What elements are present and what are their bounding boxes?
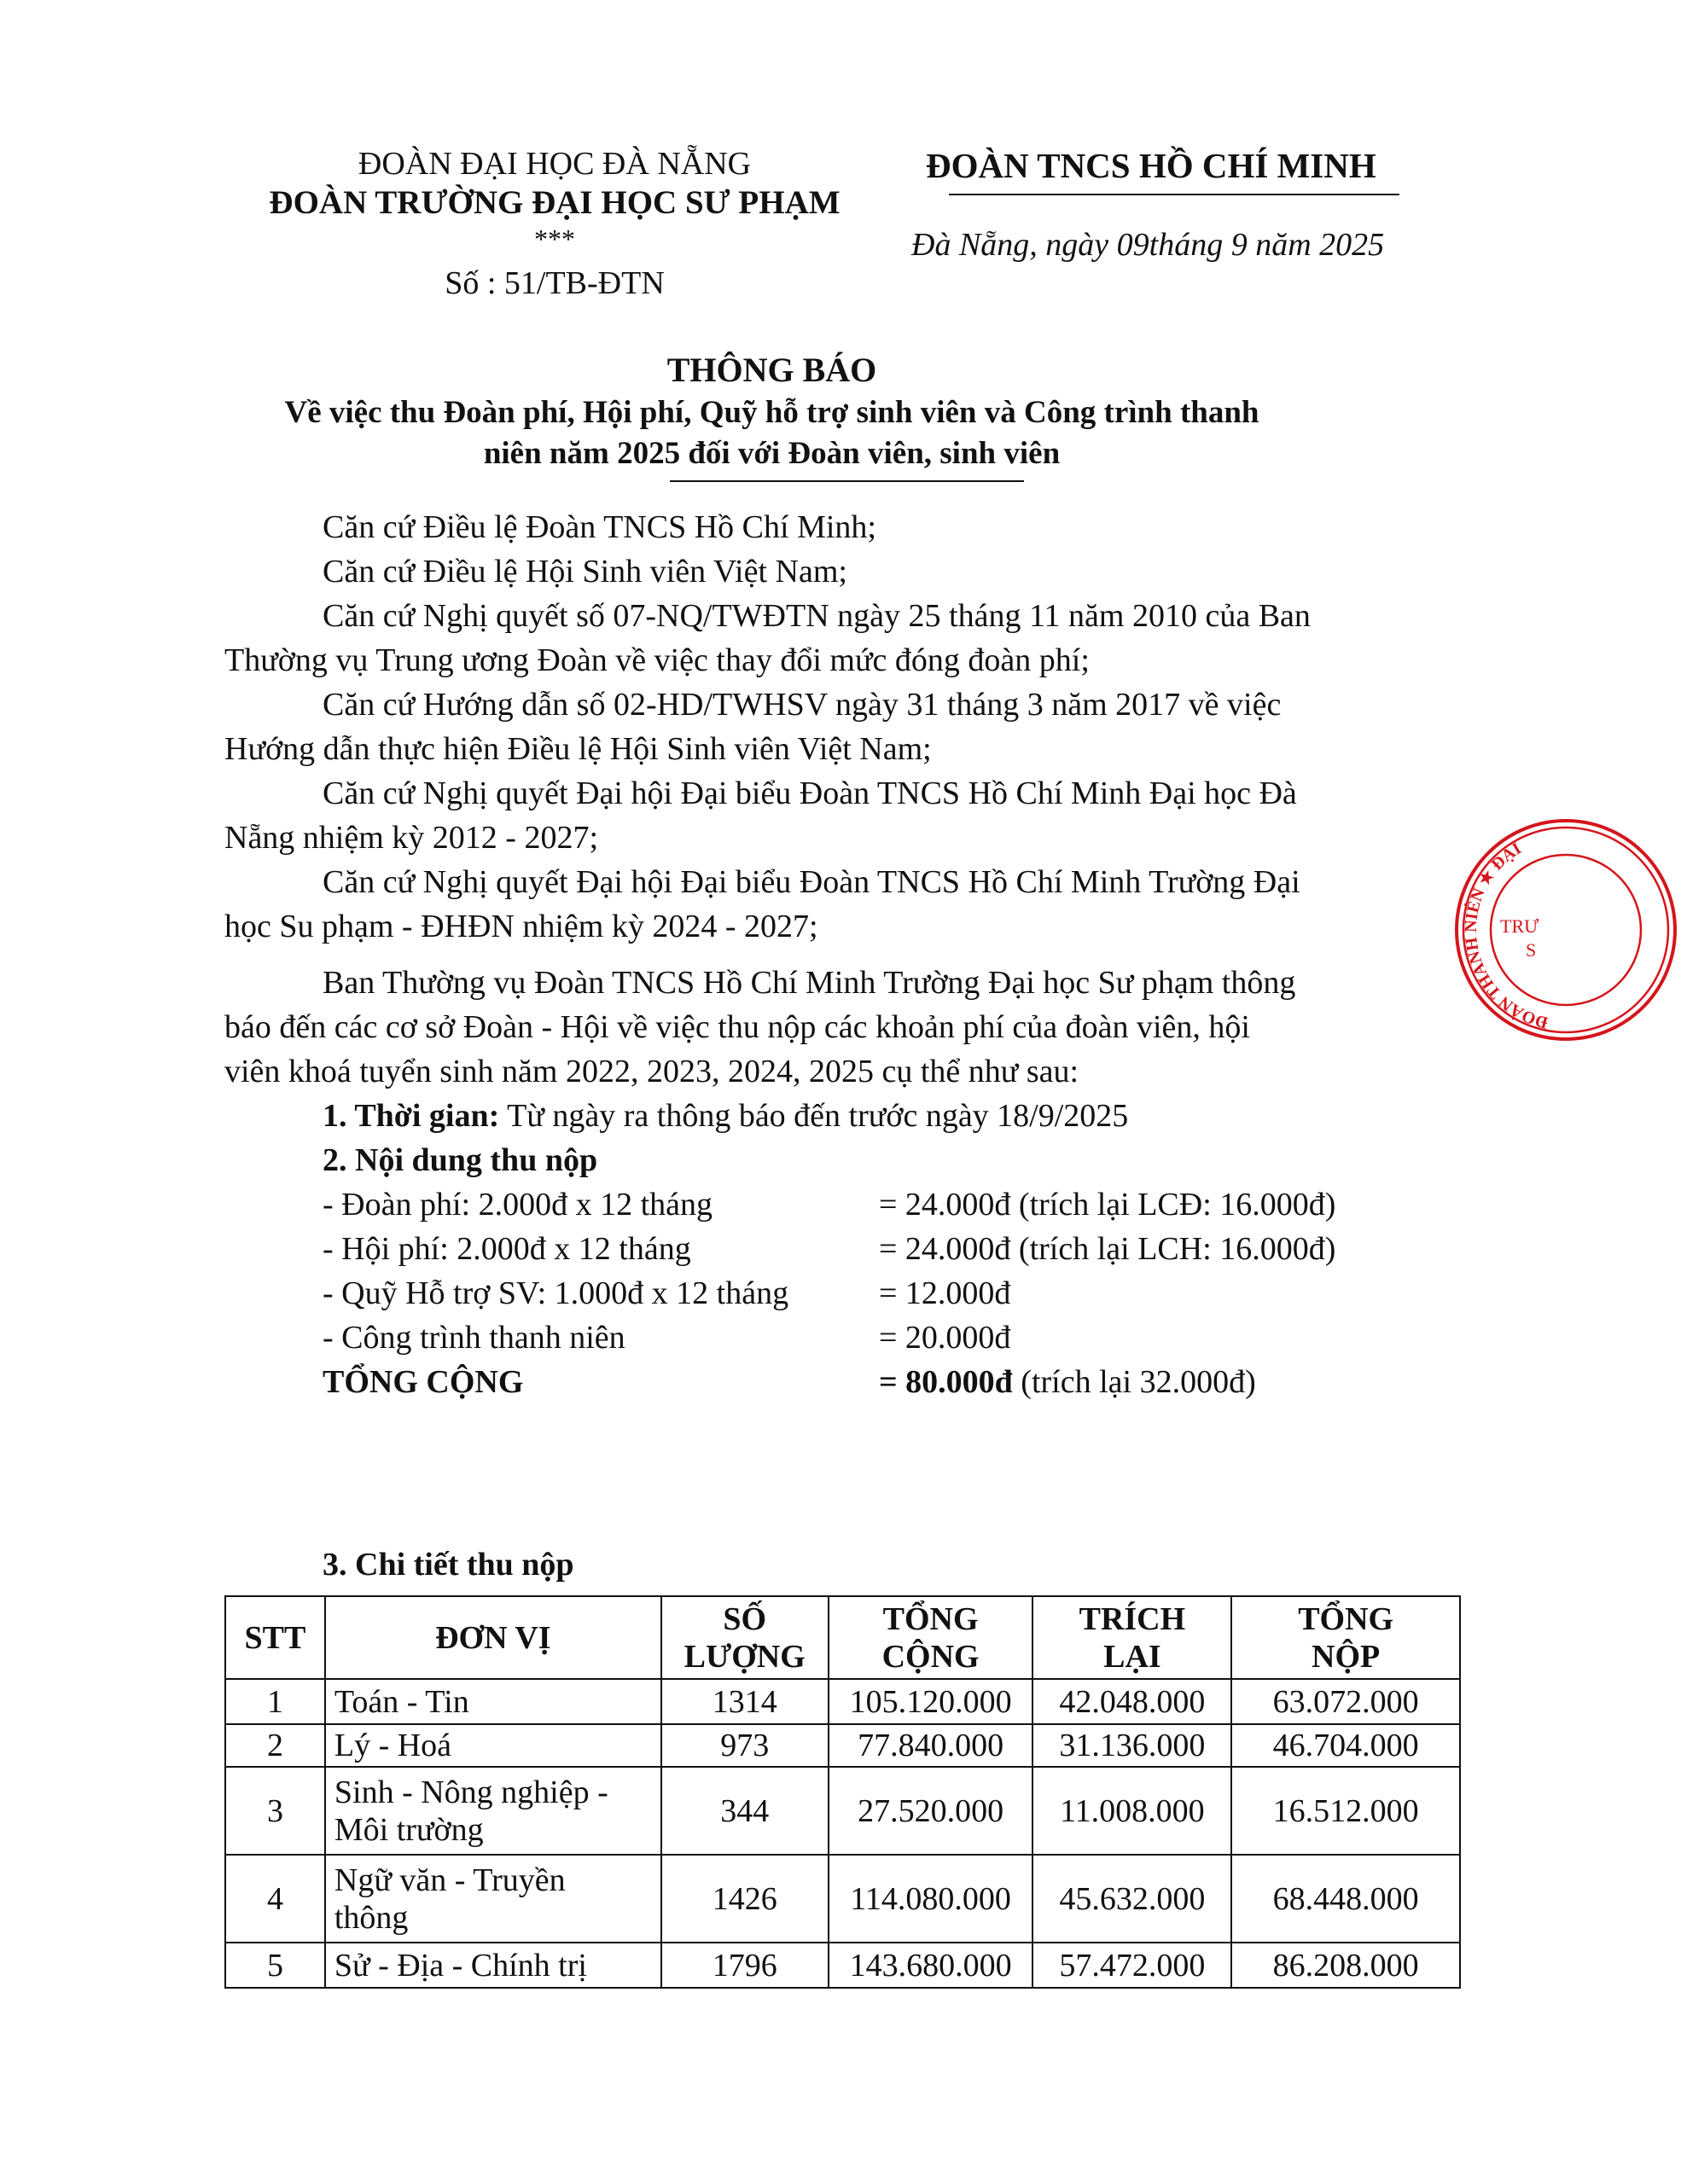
section-time-text: Từ ngày ra thông báo đến trước ngày 18/9/2025 — [499, 1098, 1129, 1134]
total-note: (trích lại 32.000đ) — [1012, 1364, 1256, 1400]
col-header-total: TỔNG CỘNG — [829, 1596, 1033, 1679]
total-amount: = 80.000đ — [879, 1364, 1013, 1400]
cell-stt: 4 — [225, 1855, 325, 1943]
cell-total: 143.680.000 — [829, 1943, 1033, 1988]
union-name-underline — [949, 194, 1399, 195]
cell-submit: 63.072.000 — [1231, 1679, 1460, 1724]
cell-unit: Sử - Địa - Chính trị — [325, 1943, 661, 1988]
place-date: Đà Nẵng, ngày 09tháng 9 năm 2025 — [911, 227, 1385, 263]
cell-retained: 42.048.000 — [1032, 1679, 1231, 1724]
basis-4-cont: Hướng dẫn thực hiện Điều lệ Hội Sinh viên Việt Nam; — [224, 731, 932, 767]
col-header-count: SỐ LƯỢNG — [661, 1596, 829, 1679]
intro-line1: Ban Thường vụ Đoàn TNCS Hồ Chí Minh Trường Đại học Sư phạm thông — [323, 965, 1296, 1001]
cell-stt: 3 — [225, 1767, 325, 1855]
cell-retained: 31.136.000 — [1032, 1724, 1231, 1767]
col-header-stt: STT — [225, 1596, 325, 1679]
basis-5-cont: Nẵng nhiệm kỳ 2012 - 2027; — [224, 820, 599, 856]
basis-2: Căn cứ Điều lệ Hội Sinh viên Việt Nam; — [323, 554, 847, 590]
basis-5: Căn cứ Nghị quyết Đại hội Đại biểu Đoàn TNCS Hồ Chí Minh Đại học Đà — [323, 775, 1297, 811]
cell-stt: 5 — [225, 1943, 325, 1988]
col-header-retained: TRÍCH LẠI — [1032, 1596, 1231, 1679]
fee-item-name: - Đoàn phí: 2.000đ x 12 tháng — [323, 1187, 713, 1223]
notice-heading: THÔNG BÁO — [666, 351, 877, 389]
total-label: TỔNG CỘNG — [323, 1364, 524, 1400]
fee-item-amount: = 20.000đ — [879, 1320, 1011, 1356]
cell-stt: 2 — [225, 1724, 325, 1767]
fee-item-name: - Hội phí: 2.000đ x 12 tháng — [323, 1231, 691, 1267]
cell-submit: 68.448.000 — [1231, 1855, 1460, 1943]
section-content-label: 2. Nội dung thu nộp — [323, 1142, 598, 1178]
section-time-label: 1. Thời gian: — [323, 1098, 500, 1134]
cell-count: 344 — [661, 1767, 829, 1855]
cell-retained: 45.632.000 — [1032, 1855, 1231, 1943]
cell-count: 1796 — [661, 1943, 829, 1988]
table-row — [225, 1855, 1460, 1943]
basis-3-cont: Thường vụ Trung ương Đoàn về việc thay đổi mức đóng đoàn phí; — [224, 642, 1090, 678]
stamp-seal-icon — [1451, 815, 1681, 1045]
notice-subtitle-line1: Về việc thu Đoàn phí, Hội phí, Quỹ hỗ trợ sinh viên và Công trình thanh — [284, 395, 1259, 430]
basis-4: Căn cứ Hướng dẫn số 02-HD/TWHSV ngày 31 tháng 3 năm 2017 về việc — [323, 687, 1282, 723]
cell-count: 1426 — [661, 1855, 829, 1943]
cell-total: 105.120.000 — [829, 1679, 1033, 1724]
svg-text:TRƯ: TRƯ — [1500, 915, 1539, 937]
cell-unit: Sinh - Nông nghiệp - Môi trường — [325, 1767, 661, 1855]
cell-unit: Lý - Hoá — [325, 1724, 661, 1767]
cell-submit: 46.704.000 — [1231, 1724, 1460, 1767]
fee-item-amount: = 24.000đ (trích lại LCĐ: 16.000đ) — [879, 1187, 1336, 1223]
cell-count: 973 — [661, 1724, 829, 1767]
cell-unit: Toán - Tin — [325, 1679, 661, 1724]
fee-item-amount: = 24.000đ (trích lại LCH: 16.000đ) — [879, 1231, 1336, 1267]
basis-1: Căn cứ Điều lệ Đoàn TNCS Hồ Chí Minh; — [323, 509, 876, 545]
svg-text:S: S — [1526, 939, 1537, 961]
cell-submit: 86.208.000 — [1231, 1943, 1460, 1988]
cell-unit: Ngữ văn - Truyền thông — [325, 1855, 661, 1943]
cell-submit: 16.512.000 — [1231, 1767, 1460, 1855]
table-header-row — [225, 1596, 1460, 1679]
fee-item-amount: = 12.000đ — [879, 1275, 1011, 1311]
notice-subtitle-line2: niên năm 2025 đối với Đoàn viên, sinh viên — [483, 436, 1061, 471]
fee-item-name: - Quỹ Hỗ trợ SV: 1.000đ x 12 tháng — [323, 1275, 789, 1311]
basis-3: Căn cứ Nghị quyết số 07-NQ/TWĐTN ngày 25 tháng 11 năm 2010 của Ban — [323, 598, 1311, 634]
title-underline — [670, 480, 1024, 482]
union-name: ĐOÀN TNCS HỒ CHÍ MINH — [926, 146, 1376, 185]
svg-text:ĐOÀN THANH NIÊN ★ ĐẠI: ĐOÀN THANH NIÊN ★ ĐẠI — [1461, 839, 1550, 1032]
cell-total: 114.080.000 — [829, 1855, 1033, 1943]
cell-stt: 1 — [225, 1679, 325, 1724]
col-header-unit: ĐƠN VỊ — [325, 1596, 661, 1679]
table-row — [225, 1767, 1460, 1855]
cell-retained: 57.472.000 — [1032, 1943, 1231, 1988]
document-number: Số : 51/TB-ĐTN — [445, 265, 665, 301]
org-name: ĐOÀN TRƯỜNG ĐẠI HỌC SƯ PHẠM — [269, 184, 840, 221]
intro-line3: viên khoá tuyển sinh năm 2022, 2023, 2024, 2025 cụ thể như sau: — [224, 1054, 1079, 1089]
table-row — [225, 1943, 1460, 1988]
cell-total: 27.520.000 — [829, 1767, 1033, 1855]
total-amount-line — [879, 1360, 1256, 1404]
table-row — [225, 1679, 1460, 1724]
table-row — [225, 1724, 1460, 1767]
col-header-submit: TỔNG NỘP — [1231, 1596, 1460, 1679]
cell-total: 77.840.000 — [829, 1724, 1033, 1767]
cell-count: 1314 — [661, 1679, 829, 1724]
collection-table — [224, 1595, 1461, 1989]
header-stars: *** — [534, 224, 575, 254]
org-parent: ĐOÀN ĐẠI HỌC ĐÀ NẴNG — [358, 146, 752, 182]
official-stamp — [1451, 815, 1550, 1045]
fee-item-name: - Công trình thanh niên — [323, 1320, 625, 1356]
section-detail-label: 3. Chi tiết thu nộp — [323, 1547, 574, 1583]
basis-6-cont: học Su phạm - ĐHĐN nhiệm kỳ 2024 - 2027; — [224, 909, 818, 944]
intro-line2: báo đến các cơ sở Đoàn - Hội về việc thu nộp các khoản phí của đoàn viên, hội — [224, 1009, 1250, 1045]
section-time — [323, 1094, 1128, 1138]
basis-6: Căn cứ Nghị quyết Đại hội Đại biểu Đoàn TNCS Hồ Chí Minh Trường Đại — [323, 864, 1300, 900]
cell-retained: 11.008.000 — [1032, 1767, 1231, 1855]
